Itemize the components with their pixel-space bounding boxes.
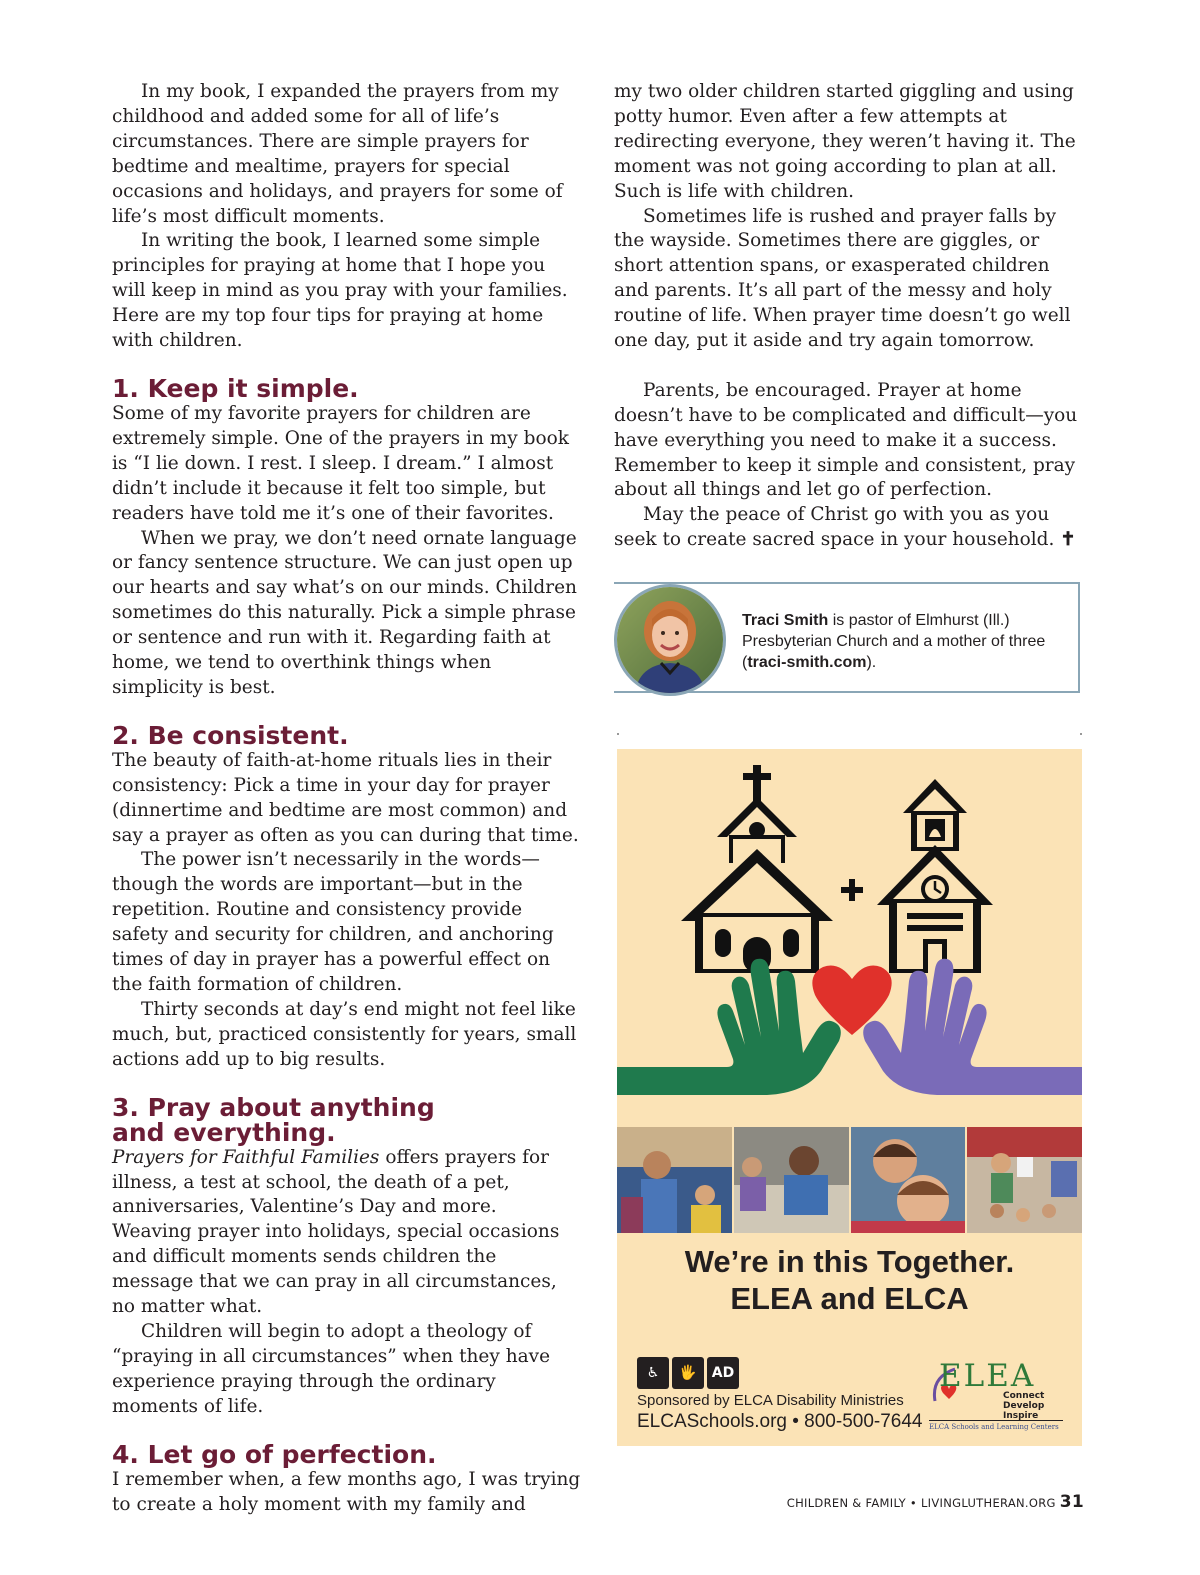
book-title: Prayers for Faithful Families (112, 1146, 380, 1168)
author-bio-box (614, 582, 1080, 693)
author-bio-end: ). (866, 654, 877, 671)
ad-headline-line2: ELEA and ELCA (730, 1281, 969, 1316)
elea-logo (929, 1358, 1069, 1433)
tip1-paragraph-1: Some of my favorite prayers for children are extremely simple. One of the prayers in my book is “I lie down. I rest. I sleep. I dream.” I almost didn’t include it because it felt too simple, but readers have told me it’s one of their favorites. (112, 402, 569, 524)
plus-icon (841, 879, 863, 901)
crop-mark-right (1080, 733, 1082, 735)
author-description: is pastor of Elmhurst (Ill.) Presbyterian Church and a mother of three ( (742, 612, 1046, 671)
tip2-paragraph-1: The beauty of faith-at-home rituals lies in their consistency: Pick a time in your day for prayer (dinnertime and bedtime are most common) and say a prayer as often as you can during that time. (112, 749, 579, 846)
elea-tagline-connect: Connect (1003, 1391, 1045, 1401)
right-column (614, 80, 1084, 553)
page-footer (787, 1492, 1084, 1512)
tip3-heading-line2: and everything. (112, 1117, 336, 1147)
left-column (112, 80, 582, 1517)
ad-photo-classroom-reading (617, 1127, 732, 1233)
ad-photo-student-writing (734, 1127, 849, 1233)
author-name: Traci Smith (742, 612, 829, 629)
tip3-paragraph-2: Children will begin to adopt a theology of “praying in all circumstances” when they have experience praying through the ordinary moments of life. (112, 1320, 551, 1417)
tip3-paragraph-1 (112, 1146, 582, 1320)
right-paragraph-2: Sometimes life is rushed and prayer falls by the wayside. Sometimes there are giggles, or short attention spans, or exasperated children and parents. It’s all part of the messy and holy routine of life. When prayer time doesn’t go well one day, put it aside and try again tomorrow. (614, 205, 1071, 352)
ad-sponsor-text: Sponsored by ELCA Disability Ministries (637, 1392, 904, 1409)
elea-tagline (1003, 1391, 1044, 1421)
right-paragraph-4 (614, 503, 1084, 553)
elea-tagline-develop: Develop (1003, 1401, 1045, 1411)
school-icon (877, 779, 993, 973)
elea-wordmark: ELEA (939, 1358, 1036, 1394)
elea-subtitle: ELCA Schools and Learning Centers (929, 1420, 1063, 1431)
closing-text: May the peace of Christ go with you as you seek to create sacred space in your household. (614, 504, 1055, 551)
tip2-paragraph-3: Thirty seconds at day’s end might not feel like much, but, practiced consistently for years, small actions add up to big results. (112, 998, 577, 1070)
tip4-heading: 4. Let go of perfection. (112, 1439, 437, 1469)
cross-end-mark-icon: ✝ (1060, 529, 1076, 551)
intro-paragraph-1: In my book, I expanded the prayers from my childhood and added some for all of life’s circumstances. There are simple prayers for bedtime and mealtime, prayers for special occasions and holidays, and prayers for some of life’s most difficult moments. (112, 81, 563, 227)
elea-advertisement[interactable] (617, 749, 1082, 1446)
right-paragraph-1: my two older children started giggling and using potty humor. Even after a few attempts at redirecting everyone, they weren’t having it. The moment was not going according to plan at all. Such is life with children. (614, 81, 1076, 202)
tip2-heading: 2. Be consistent. (112, 720, 349, 750)
ad-photo-smiling-children (851, 1127, 966, 1233)
ad-illustration (617, 749, 1082, 1127)
ad-headline-line1: We’re in this Together. (684, 1244, 1015, 1279)
ad-photo-strip (617, 1127, 1082, 1233)
footer-section: CHILDREN & FAMILY • LIVINGLUTHERAN.ORG (786, 1496, 1056, 1510)
ad-contact-text[interactable]: ELCASchools.org • 800-500-7644 (637, 1411, 923, 1432)
tip3-paragraph-1-text: offers prayers for illness, a test at school, the death of a pet, anniversaries, Valentine’s Day and more. Weaving prayer into holidays, special occasions and difficult moments sends children the message that we can pray in all circumstances, no matter what. (112, 1146, 560, 1318)
church-icon (681, 765, 833, 973)
author-photo (614, 584, 726, 696)
purple-hand-icon (863, 959, 1082, 1095)
author-bio-text (742, 610, 1062, 673)
tip3-heading (112, 1092, 582, 1147)
tip1-paragraph-2: When we pray, we don’t need ornate language or fancy sentence structure. We can just open up our hearts and say what’s on our minds. Children sometimes do this naturally. Pick a simple phrase or sentence and run with it. Regarding faith at home, we tend to overthink things when simplicity is best. (112, 527, 577, 698)
accessibility-icons (637, 1357, 739, 1389)
crop-mark-left (617, 733, 619, 735)
tip1-heading: 1. Keep it simple. (112, 373, 359, 403)
page-number: 31 (1059, 1492, 1084, 1512)
audio-description-icon: AD (707, 1357, 739, 1389)
ad-photo-teacher-circle-time (967, 1127, 1082, 1233)
intro-paragraph-2: In writing the book, I learned some simple principles for praying at home that I hope you will keep in mind as you pray with your families. Here are my top four tips for praying at home with children. (112, 230, 568, 352)
wheelchair-icon: ♿ (637, 1357, 669, 1389)
tip3-heading-line1: 3. Pray about anything (112, 1092, 435, 1122)
green-hand-icon (617, 959, 841, 1095)
author-website-link[interactable]: traci-smith.com (747, 654, 867, 671)
sign-language-icon: 🖐 (672, 1357, 704, 1389)
tip2-paragraph-2: The power isn’t necessarily in the words—though the words are important—but in the repetition. Routine and consistency provide safety and security for children, and anchoring times of day in prayer has a powerful effect on the faith formation of children. (112, 849, 554, 995)
tip4-paragraph-1: I remember when, a few months ago, I was trying to create a holy moment with my family and (112, 1468, 581, 1515)
right-paragraph-3: Parents, be encouraged. Prayer at home doesn’t have to be complicated and difficult—you have everything you need to make it a success. Remember to keep it simple and consistent, pray about all things and let go of perfection. (614, 379, 1078, 501)
ad-headline (617, 1243, 1082, 1317)
elea-tagline-inspire: Inspire (1003, 1411, 1039, 1421)
